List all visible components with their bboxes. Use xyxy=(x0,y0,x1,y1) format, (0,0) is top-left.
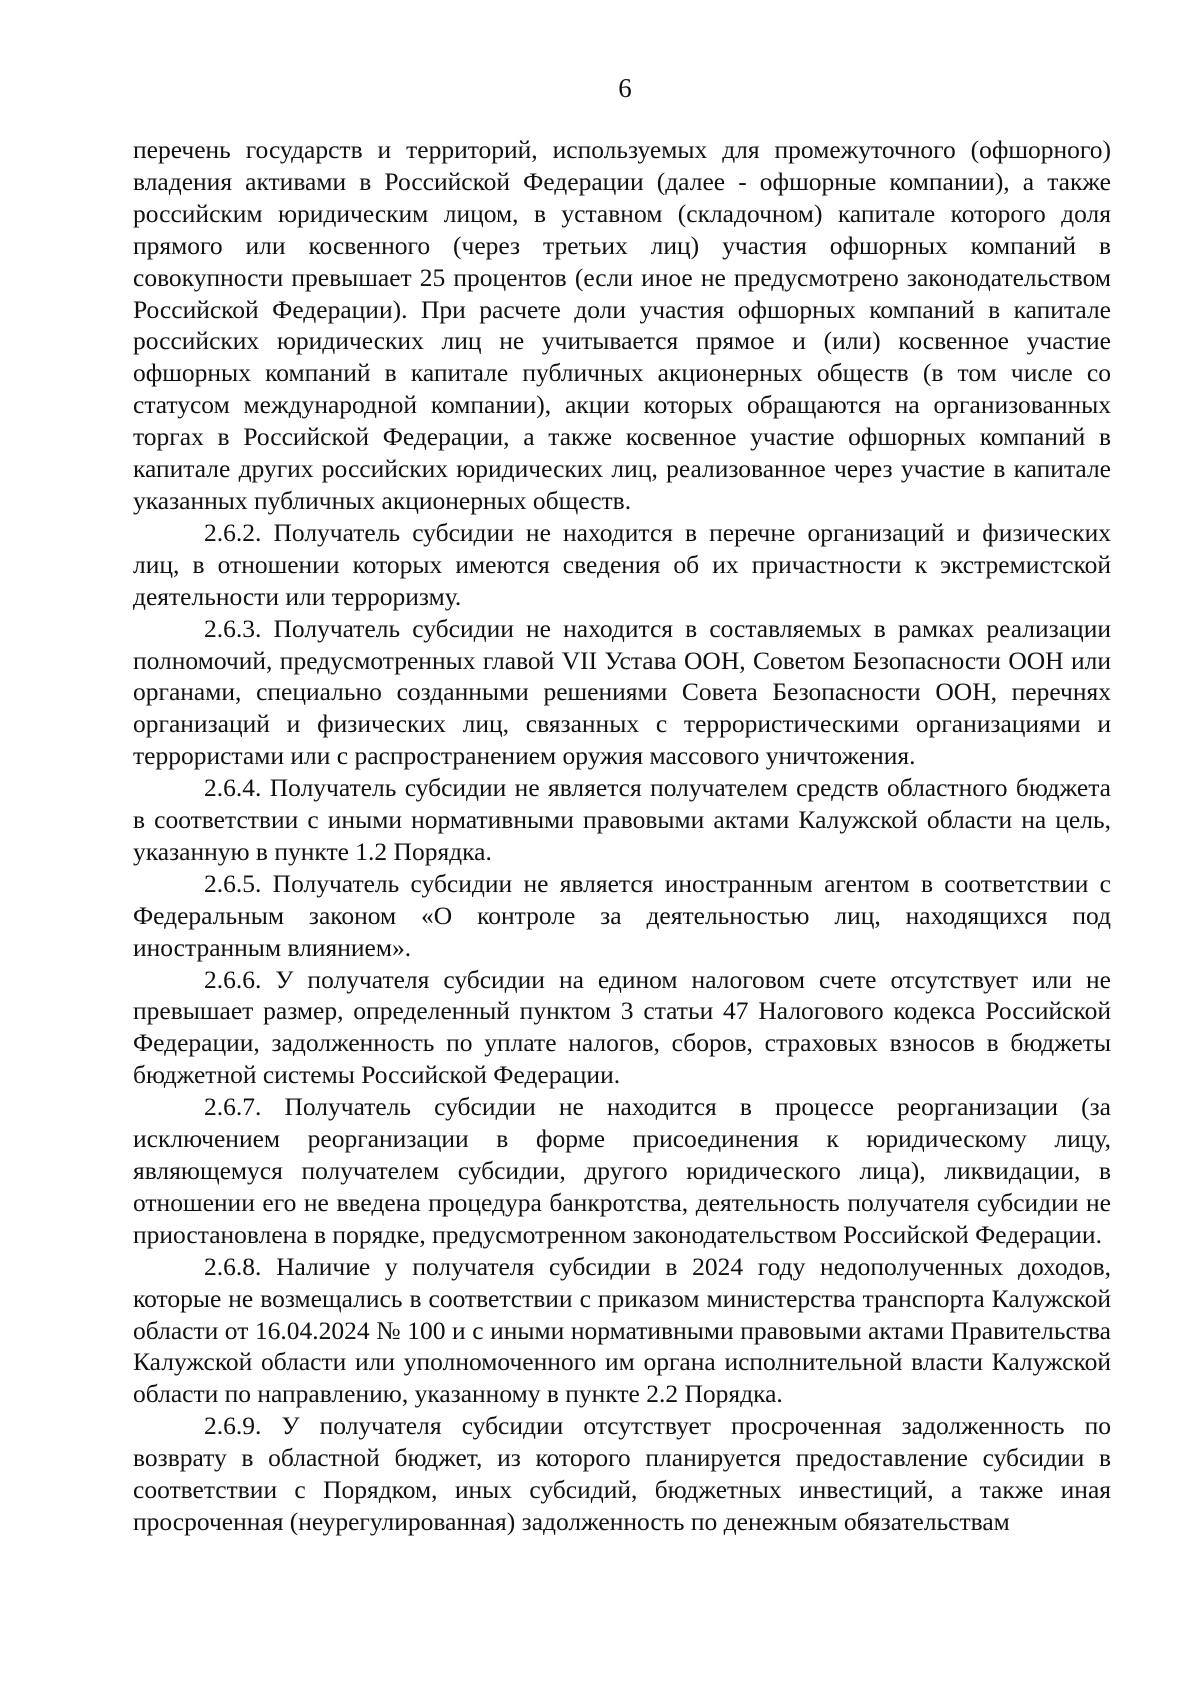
document-body xyxy=(133,134,1111,1538)
paragraph-2-6-7: 2.6.7. Получатель субсидии не находится в процессе реорганизации (за исключением реорганизации в форме присоединения к юридическому лицу, являющемуся получателем субсидии, другого юридического лица), ликвидации, в отношении его не введена процедура банкротства, деятельность получателя субсидии не приостановлена в порядке, предусмотренном законодательством Российской Федерации. xyxy=(133,1092,1111,1249)
paragraph-2-6-3: 2.6.3. Получатель субсидии не находится в составляемых в рамках реализации полномочий, предусмотренных главой VII Устава ООН, Советом Безопасности ООН или органами, специально созданными решениями Совета Безопасности ООН, перечнях организаций и физических лиц, связанных с террористическими организациями и террористами или с распространением оружия массового уничтожения. xyxy=(133,613,1111,771)
paragraph-2-6-8: 2.6.8. Наличие у получателя субсидии в 2024 году недополученных доходов, которые не возмещались в соответствии с приказом министерства транспорта Калужской области от 16.04.2024 № 100 и с иными нормативными правовыми актами Правительства Калужской области или уполномоченного им органа исполнительной власти Калужской области по направлению, указанному в пункте 2.2 Порядка. xyxy=(133,1251,1111,1409)
paragraph-2-6-2: 2.6.2. Получатель субсидии не находится в перечне организаций и физических лиц, в отношении которых имеются сведения об их причастности к экстремистской деятельности или терроризму. xyxy=(133,517,1111,611)
paragraph-continuation: перечень государств и территорий, используемых для промежуточного (офшорного) владения активами в Российской Федерации (далее - офшорные компании), а также российским юридическим лицом, в уставном (складочном) капитале которого доля прямого или косвенного (через третьих лиц) участия офшорных компаний в совокупности превышает 25 процентов (если иное не предусмотрено законодательством Российской Федерации). При расчете доли участия офшорных компаний в капитале российских юридических лиц не учитывается прямое и (или) косвенное участие офшорных компаний в капитале публичных акционерных обществ (в том числе со статусом международной компании), акции которых обращаются на организованных торгах в Российской Федерации, а также косвенное участие офшорных компаний в капитале других российских юридических лиц, реализованное через участие в капитале указанных публичных акционерных обществ. xyxy=(133,135,1111,515)
paragraph-2-6-9: 2.6.9. У получателя субсидии отсутствует просроченная задолженность по возврату в областной бюджет, из которого планируется предоставление субсидии в соответствии с Порядком, иных субсидий, бюджетных инвестиций, а также иная просроченная (неурегулированная) задолженность по денежным обязательствам xyxy=(133,1411,1111,1536)
paragraph-2-6-5: 2.6.5. Получатель субсидии не является иностранным агентом в соответствии с Федеральным законом «О контроле за деятельностью лиц, находящихся под иностранным влиянием». xyxy=(133,868,1111,962)
paragraph-2-6-6: 2.6.6. У получателя субсидии на едином налоговом счете отсутствует или не превышает размер, определенный пунктом 3 статьи 47 Налогового кодекса Российской Федерации, задолженность по уплате налогов, сборов, страховых взносов в бюджеты бюджетной системы Российской Федерации. xyxy=(133,964,1111,1090)
paragraph-2-6-4: 2.6.4. Получатель субсидии не является получателем средств областного бюджета в соответствии с иными нормативными правовыми актами Калужской области на цель, указанную в пункте 1.2 Порядка. xyxy=(133,773,1111,866)
page-number: 6 xyxy=(618,73,632,103)
